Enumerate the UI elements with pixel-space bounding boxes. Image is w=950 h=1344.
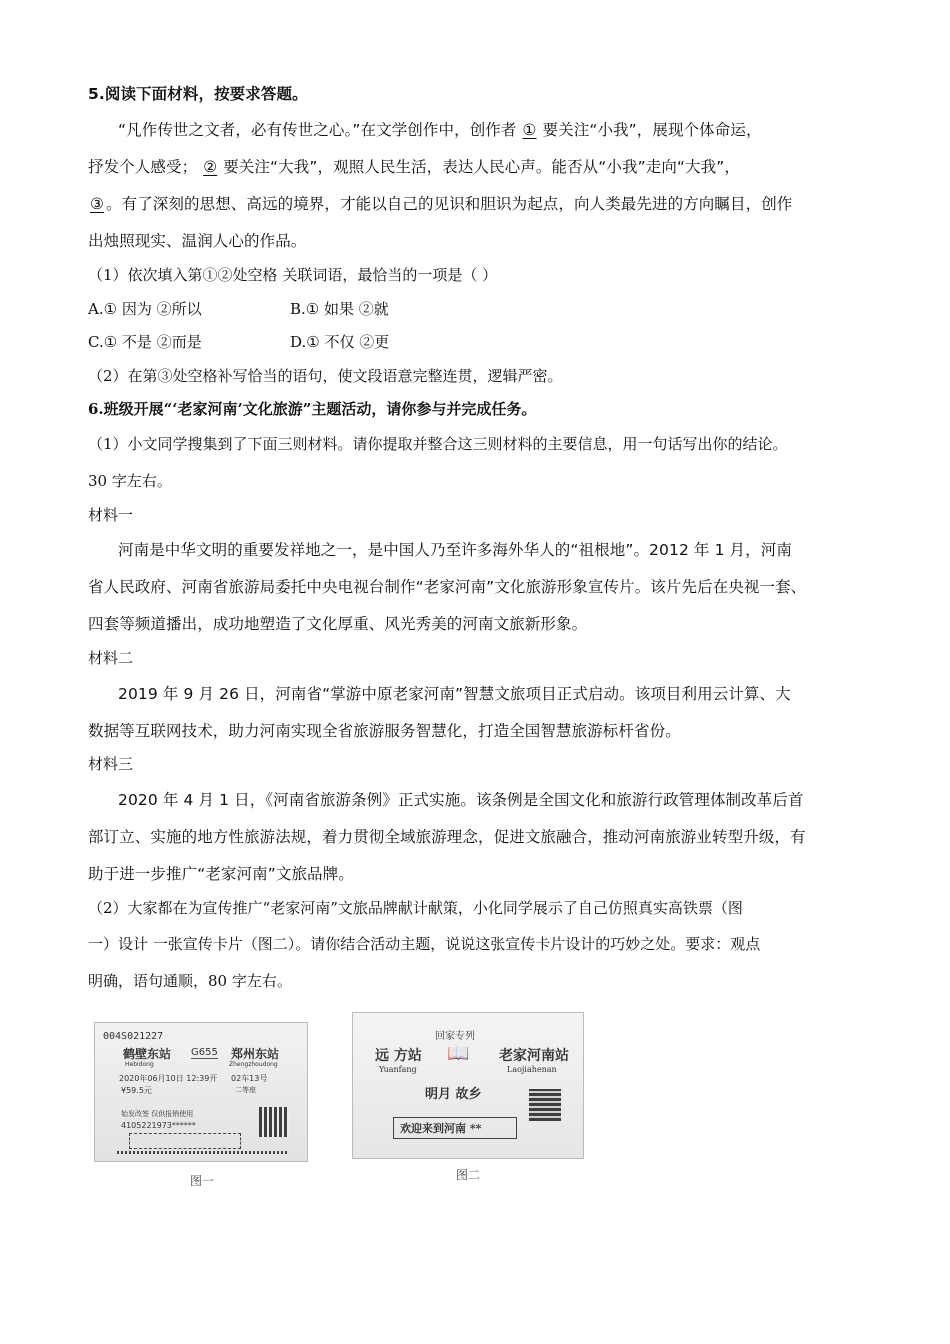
material-2-line1: 2019 年 9 月 26 日，河南省“掌游中原老家河南”智慧文旅项目正式启动。该项目利用云计算、大 [118,685,791,703]
q6-sub1-line2: 30 字左右。 [88,472,172,490]
option-c: C.① 不是 ②而是 [88,333,202,351]
ticket1-to-pinyin: Zhengzhoudong [229,1061,278,1068]
q5-para-line4: 出烛照现实、温润人心的作品。 [88,232,307,250]
ticket2-welcome-box [393,1117,517,1139]
caption-figure-2: 图二 [456,1168,481,1182]
blank-1: ① [522,121,537,139]
q5-sub2: （2）在第③处空格补写恰当的语句，使文段语意完整连贯，逻辑严密。 [88,367,563,385]
material-1-title: 材料一 [88,506,134,524]
ticket1-qr-code [259,1107,289,1137]
q5-heading: 5.阅读下面材料，按要求答题。 [88,85,308,103]
caption-figure-1: 图一 [190,1174,215,1188]
ticket1-serial-strip [117,1151,287,1154]
material-3-line2: 部订立、实施的地方性旅游法规，着力贯彻全域旅游理念，促进文旅融合，推动河南旅游业转型升级，有 [88,828,806,846]
blank-3: ③ [90,195,104,213]
ticket1-train: G655 [191,1047,218,1058]
material-3-line3: 助于进一步推广“老家河南”文旅品牌。 [88,865,354,883]
ticket2-subtitle: 明月 故乡 [425,1087,482,1102]
ticket1-note: 始发改签 仅供报销使用 [121,1110,194,1118]
ticket2-from-pinyin: Yuanfang [379,1065,417,1074]
q5-para-line3: ③ 。有了深刻的思想、高远的境界，才能以自己的见识和胆识为起点，向人类最先进的方向瞩目，创作 [90,195,793,213]
ticket1-from: 鹤壁东站 [123,1047,172,1061]
q6-sub1-line1: （1）小文同学搜集到了下面三则材料。请你提取并整合这三则材料的主要信息，用一句话写出你的结论。 [88,435,788,453]
option-d: D.① 不仅 ②更 [290,333,390,351]
ticket2-to-pinyin: Laojiahenan [507,1065,557,1074]
ticket2-qr-code [529,1089,561,1121]
ticket1-class: 二等座 [235,1086,256,1094]
ticket1-date: 2020年06月10日 12:39开 [119,1074,218,1083]
q5-sub1: （1）依次填入第①②处空格 关联词语，最恰当的一项是（ ） [88,266,498,284]
ticket1-seat: 02车13号 [231,1074,268,1083]
blank-2: ② [203,158,218,176]
material-2-title: 材料二 [88,649,134,667]
q5-para-line1: “凡作传世之文者，必有传世之心。”在文学创作中，创作者 ① 要关注“小我”，展现个体命运， [118,121,762,139]
ticket-image-2 [352,1012,584,1159]
material-3-title: 材料三 [88,755,134,773]
ticket-image-1 [94,1022,308,1162]
q6-sub2-line1: （2）大家都在为宣传推广“老家河南”文旅品牌献计献策，小化同学展示了自己仿照真实高铁票（图 [88,899,743,917]
material-3-line1: 2020 年 4 月 1 日，《河南省旅游条例》正式实施。该条例是全国文化和旅游行政管理体制改革后首 [118,791,804,809]
ticket1-to: 郑州东站 [231,1047,280,1061]
ticket1-code: 004S021227 [103,1031,164,1042]
ticket1-id: 4105221973****** [121,1121,196,1130]
ticket2-from: 远 方站 [375,1048,422,1064]
material-1-line1: 河南是中华文明的重要发祥地之一，是中国人乃至许多海外华人的“祖根地”。2012 年 1 月，河南 [118,541,792,559]
material-1-line3: 四套等频道播出，成功地塑造了文化厚重、风光秀美的河南文旅新形象。 [88,615,588,633]
q6-sub2-line3: 明确，语句通顺，80 字左右。 [88,972,292,990]
q6-heading: 6.班级开展“‘老家河南’文化旅游”主题活动，请你参与并完成任务。 [88,400,537,418]
book-icon: 📖 [447,1043,470,1064]
option-a: A.① 因为 ②所以 [88,300,202,318]
ticket1-notice-box [129,1133,241,1149]
ticket2-header: 回家专列 [435,1031,475,1042]
ticket1-from-pinyin: Hebidong [125,1061,154,1068]
ticket1-price: ¥59.5元 [121,1086,152,1095]
ticket2-welcome: 欢迎来到河南 ** [400,1122,482,1135]
q6-sub2-line2: 一）设计 一张宣传卡片（图二）。请你结合活动主题，说说这张宣传卡片设计的巧妙之处。要求：观点 [88,935,761,953]
q5-para-line2: 抒发个人感受； ② 要关注“大我”，观照人民生活，表达人民心声。能否从“小我”走向“大我”， [88,158,740,176]
ticket2-to: 老家河南站 [499,1048,569,1064]
material-2-line2: 数据等互联网技术，助力河南实现全省旅游服务智慧化，打造全国智慧旅游标杆省份。 [88,722,681,740]
material-1-line2: 省人民政府、河南省旅游局委托中央电视台制作“老家河南”文化旅游形象宣传片。该片先后在央视一套、 [88,578,807,596]
option-b: B.① 如果 ②就 [290,300,389,318]
